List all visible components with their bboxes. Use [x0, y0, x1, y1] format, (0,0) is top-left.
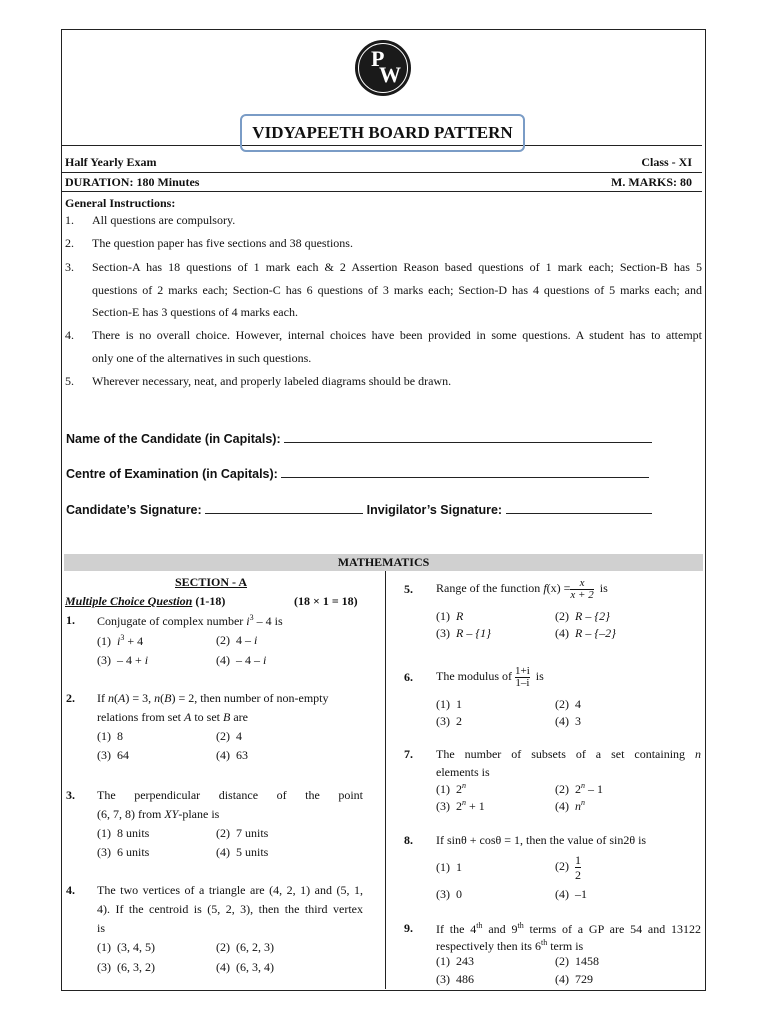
- max-marks-label: M. MARKS: 80: [611, 175, 692, 189]
- option-4[interactable]: (4) $n^n$: [555, 798, 585, 813]
- question-number: 5.: [404, 582, 413, 596]
- question-text: relations from set A to set B are: [97, 710, 248, 724]
- question-text: The perpendicular distance of the point: [97, 788, 363, 802]
- option-1[interactable]: (1) 8: [97, 729, 123, 743]
- question-number: 9.: [404, 921, 413, 935]
- instruction-num: 1.: [65, 213, 74, 227]
- candidate-name-row: [66, 431, 652, 446]
- option-4[interactable]: (4) 729: [555, 972, 593, 986]
- question-text: The modulus of $\frac{1+i}{1-i}$ is: [436, 664, 544, 689]
- question-number: 2.: [66, 691, 75, 705]
- option-2[interactable]: (2) (6, 2, 3): [216, 940, 274, 954]
- option-4[interactable]: (4) 5 units: [216, 845, 269, 859]
- option-2[interactable]: (2) 7 units: [216, 826, 269, 840]
- candidate-signature-blank[interactable]: [205, 502, 363, 514]
- option-1[interactable]: (1) R: [436, 609, 464, 623]
- option-1[interactable]: (1) 243: [436, 954, 474, 968]
- question-text: is: [97, 921, 106, 935]
- question-number: 4.: [66, 883, 75, 897]
- question-text: The number of subsets of a set containing n: [436, 747, 701, 761]
- instruction-text: Section-E has 3 questions of 4 marks each.: [92, 305, 298, 319]
- question-number: 3.: [66, 788, 75, 802]
- instruction-num: 5.: [65, 374, 74, 388]
- option-2[interactable]: (2) 1458: [555, 954, 599, 968]
- question-number: 8.: [404, 833, 413, 847]
- question-number: 6.: [404, 670, 413, 684]
- option-4[interactable]: (4) –1: [555, 887, 587, 901]
- option-3[interactable]: (3) – 4 + i: [97, 653, 149, 667]
- option-1[interactable]: (1) $i^3 + 4$: [97, 633, 144, 648]
- logo-letter-p: P: [371, 46, 385, 71]
- duration-label: DURATION: 180 Minutes: [65, 175, 200, 189]
- candidate-name-blank[interactable]: [284, 431, 652, 443]
- question-text: Conjugate of complex number $i^3 - 4$ is: [97, 613, 283, 628]
- option-3[interactable]: (3) 6 units: [97, 845, 150, 859]
- mcq-heading: [65, 594, 225, 609]
- option-4[interactable]: (4) 63: [216, 748, 248, 762]
- header-rule-bottom: [62, 191, 702, 192]
- option-4[interactable]: (4) 3: [555, 714, 581, 728]
- question-text: The two vertices of a triangle are (4, 2, 1) and (5, 1,: [97, 883, 363, 897]
- instruction-text: questions of 2 marks each; Section-C has 6 questions of 3 marks each; Section-D has 4 questions of 5 marks each; and: [92, 283, 702, 297]
- option-2[interactable]: (2) 2$^n$ – 1: [555, 781, 603, 796]
- candidate-signature-label: Candidate’s Signature:: [66, 503, 202, 517]
- option-2[interactable]: (2) R – {2}: [555, 609, 610, 623]
- class-label: Class - XI: [641, 155, 692, 169]
- mcq-range: (1-18): [195, 594, 226, 608]
- option-1[interactable]: (1) (3, 4, 5): [97, 940, 155, 954]
- option-3[interactable]: (3) 2: [436, 714, 462, 728]
- instruction-text: There is no overall choice. However, internal choices have been provided in some questions. A student has to attempt: [92, 328, 702, 342]
- range-fraction: $\frac{x}{x + 2}$: [570, 576, 594, 601]
- instruction-text: only one of the alternatives in such questions.: [92, 351, 312, 365]
- exam-name: Half Yearly Exam: [65, 155, 157, 169]
- option-3[interactable]: (3) 486: [436, 972, 474, 986]
- question-number: 7.: [404, 747, 413, 761]
- option-4[interactable]: (4) – 4 – i: [216, 653, 267, 667]
- option-4[interactable]: (4) (6, 3, 4): [216, 960, 274, 974]
- question-text: Range of the function f(x) = $\frac{x}{x + 2}$ is: [436, 576, 608, 601]
- mcq-label: Multiple Choice Question: [65, 594, 193, 608]
- option-2[interactable]: (2) 4: [555, 697, 581, 711]
- instruction-text: The question paper has five sections and 38 questions.: [92, 236, 353, 250]
- question-text: If n(A) = 3, n(B) = 2, then number of non-empty: [97, 691, 329, 705]
- question-text: If the 4th and 9th terms of a GP are 54 and 13122: [436, 921, 702, 936]
- instruction-text: Section-A has 18 questions of 1 mark each & 2 Assertion Reason based questions of 1 mark each; Section-B has 5: [92, 260, 702, 274]
- option-4[interactable]: (4) R – {–2}: [555, 626, 616, 640]
- option-3[interactable]: (3) 0: [436, 887, 462, 901]
- header-rule-top: [62, 172, 702, 173]
- question-text: elements is: [436, 765, 490, 779]
- instructions-title: General Instructions:: [65, 196, 176, 210]
- section-title: SECTION - A: [175, 575, 248, 589]
- option-3[interactable]: (3) $2^n + 1$: [436, 798, 485, 813]
- question-text: (6, 7, 8) from XY-plane is: [97, 807, 220, 821]
- option-3[interactable]: (3) R – {1}: [436, 626, 491, 640]
- option-1[interactable]: (1) 1: [436, 860, 462, 874]
- instruction-num: 2.: [65, 236, 74, 250]
- column-divider: [385, 571, 386, 989]
- question-text: If sinθ + cosθ = 1, then the value of sin2θ is: [436, 833, 647, 847]
- centre-row: [66, 466, 649, 481]
- board-pattern-banner: VIDYAPEETH BOARD PATTERN: [240, 114, 525, 152]
- centre-label: Centre of Examination (in Capitals):: [66, 467, 278, 481]
- instruction-text: Wherever necessary, neat, and properly labeled diagrams should be drawn.: [92, 374, 452, 388]
- invigilator-signature-label: Invigilator’s Signature:: [366, 503, 503, 517]
- option-1[interactable]: (1) 2$^n$: [436, 781, 466, 796]
- centre-blank[interactable]: [281, 466, 649, 478]
- candidate-name-label: Name of the Candidate (in Capitals):: [66, 432, 281, 446]
- mcq-marks: (18 × 1 = 18): [294, 594, 358, 608]
- question-number: 1.: [66, 613, 75, 627]
- instruction-text: All questions are compulsory.: [92, 213, 236, 227]
- invigilator-signature-blank[interactable]: [506, 502, 652, 514]
- question-text: respectively then its 6th term is: [436, 938, 584, 953]
- subject-bar: MATHEMATICS: [64, 554, 703, 571]
- option-2[interactable]: (2) 4 – i: [216, 633, 258, 647]
- option-3[interactable]: (3) 64: [97, 748, 129, 762]
- instruction-num: 4.: [65, 328, 74, 342]
- option-1[interactable]: (1) 1: [436, 697, 462, 711]
- logo-letter-w: W: [379, 62, 401, 87]
- option-1[interactable]: (1) 8 units: [97, 826, 150, 840]
- pw-logo: [355, 40, 411, 96]
- option-2[interactable]: (2) 4: [216, 729, 242, 743]
- signature-row: [66, 502, 652, 517]
- instruction-num: 3.: [65, 260, 74, 274]
- option-3[interactable]: (3) (6, 3, 2): [97, 960, 155, 974]
- option-2[interactable]: (2) $\frac{1}{2}$: [555, 852, 581, 882]
- question-text: 4). If the centroid is (5, 2, 3), then the third vertex: [97, 902, 363, 916]
- modulus-fraction: $\frac{1+i}{1-i}$: [515, 664, 530, 689]
